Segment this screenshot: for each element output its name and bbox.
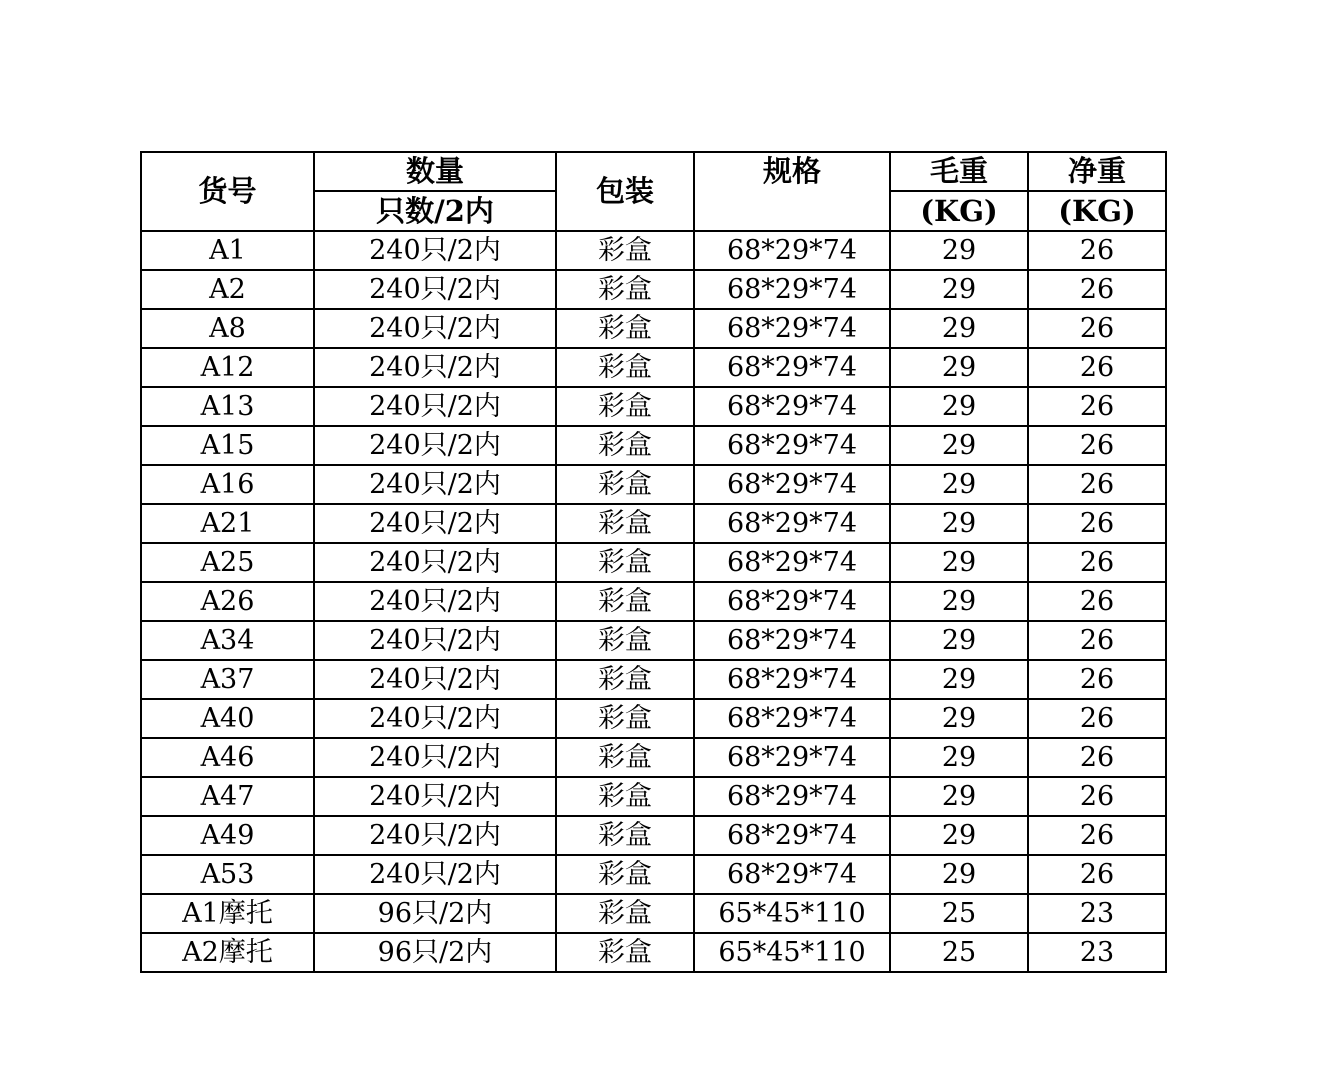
cell-quantity: 240只/2内: [314, 855, 556, 894]
cell-packing: 彩盒: [556, 231, 694, 270]
cell-net-weight: 26: [1028, 738, 1166, 777]
cell-quantity: 240只/2内: [314, 465, 556, 504]
cell-packing: 彩盒: [556, 621, 694, 660]
table-row: [141, 777, 1166, 816]
cell-spec: 68*29*74: [694, 582, 890, 621]
cell-spec: 68*29*74: [694, 816, 890, 855]
cell-gross-weight: 25: [890, 933, 1028, 972]
table-row: [141, 816, 1166, 855]
cell-packing: 彩盒: [556, 504, 694, 543]
table-row: [141, 660, 1166, 699]
table-row: [141, 465, 1166, 504]
cell-item-no: A46: [141, 738, 314, 777]
cell-gross-weight: 29: [890, 231, 1028, 270]
cell-spec: 68*29*74: [694, 855, 890, 894]
cell-item-no: A37: [141, 660, 314, 699]
header-gross-weight-unit: (KG): [890, 191, 1028, 231]
cell-quantity: 240只/2内: [314, 543, 556, 582]
cell-quantity: 240只/2内: [314, 231, 556, 270]
cell-spec: 65*45*110: [694, 894, 890, 933]
cell-item-no: A13: [141, 387, 314, 426]
packing-spec-table: [140, 151, 1167, 973]
cell-gross-weight: 29: [890, 270, 1028, 309]
table-row: [141, 387, 1166, 426]
cell-gross-weight: 29: [890, 738, 1028, 777]
header-quantity-sub: 只数/2内: [314, 191, 556, 231]
cell-spec: 68*29*74: [694, 777, 890, 816]
cell-packing: 彩盒: [556, 933, 694, 972]
cell-quantity: 96只/2内: [314, 894, 556, 933]
header-net-weight-unit: (KG): [1028, 191, 1166, 231]
cell-net-weight: 26: [1028, 543, 1166, 582]
cell-gross-weight: 29: [890, 660, 1028, 699]
cell-spec: 65*45*110: [694, 933, 890, 972]
table-row: [141, 699, 1166, 738]
table-row: [141, 543, 1166, 582]
cell-packing: 彩盒: [556, 543, 694, 582]
cell-net-weight: 26: [1028, 699, 1166, 738]
cell-spec: 68*29*74: [694, 426, 890, 465]
cell-spec: 68*29*74: [694, 699, 890, 738]
table-row: [141, 504, 1166, 543]
cell-packing: 彩盒: [556, 387, 694, 426]
table-row: [141, 933, 1166, 972]
cell-spec: 68*29*74: [694, 231, 890, 270]
cell-spec: 68*29*74: [694, 543, 890, 582]
table-row: [141, 621, 1166, 660]
cell-quantity: 96只/2内: [314, 933, 556, 972]
cell-packing: 彩盒: [556, 270, 694, 309]
cell-net-weight: 26: [1028, 270, 1166, 309]
cell-packing: 彩盒: [556, 816, 694, 855]
cell-gross-weight: 29: [890, 309, 1028, 348]
header-row-1: [141, 152, 1166, 191]
cell-packing: 彩盒: [556, 660, 694, 699]
cell-gross-weight: 29: [890, 543, 1028, 582]
cell-quantity: 240只/2内: [314, 348, 556, 387]
cell-gross-weight: 29: [890, 426, 1028, 465]
cell-gross-weight: 29: [890, 855, 1028, 894]
cell-net-weight: 26: [1028, 231, 1166, 270]
cell-quantity: 240只/2内: [314, 309, 556, 348]
table-row: [141, 894, 1166, 933]
cell-net-weight: 26: [1028, 582, 1166, 621]
cell-net-weight: 26: [1028, 855, 1166, 894]
table-row: [141, 270, 1166, 309]
cell-item-no: A34: [141, 621, 314, 660]
cell-packing: 彩盒: [556, 699, 694, 738]
cell-net-weight: 26: [1028, 777, 1166, 816]
cell-net-weight: 26: [1028, 816, 1166, 855]
cell-spec: 68*29*74: [694, 309, 890, 348]
cell-quantity: 240只/2内: [314, 738, 556, 777]
cell-item-no: A8: [141, 309, 314, 348]
cell-quantity: 240只/2内: [314, 660, 556, 699]
cell-gross-weight: 25: [890, 894, 1028, 933]
cell-net-weight: 26: [1028, 465, 1166, 504]
cell-spec: 68*29*74: [694, 270, 890, 309]
cell-item-no: A26: [141, 582, 314, 621]
header-item-no: 货号: [141, 152, 314, 231]
cell-quantity: 240只/2内: [314, 816, 556, 855]
cell-quantity: 240只/2内: [314, 270, 556, 309]
cell-item-no: A2: [141, 270, 314, 309]
cell-packing: 彩盒: [556, 855, 694, 894]
cell-packing: 彩盒: [556, 465, 694, 504]
table-row: [141, 855, 1166, 894]
cell-gross-weight: 29: [890, 348, 1028, 387]
cell-spec: 68*29*74: [694, 348, 890, 387]
cell-item-no: A2摩托: [141, 933, 314, 972]
cell-item-no: A1摩托: [141, 894, 314, 933]
cell-item-no: A15: [141, 426, 314, 465]
cell-gross-weight: 29: [890, 699, 1028, 738]
cell-packing: 彩盒: [556, 348, 694, 387]
cell-spec: 68*29*74: [694, 504, 890, 543]
cell-gross-weight: 29: [890, 816, 1028, 855]
cell-net-weight: 26: [1028, 387, 1166, 426]
cell-quantity: 240只/2内: [314, 582, 556, 621]
table-row: [141, 309, 1166, 348]
table-body: [141, 152, 1166, 972]
table-row: [141, 738, 1166, 777]
cell-net-weight: 23: [1028, 894, 1166, 933]
cell-gross-weight: 29: [890, 621, 1028, 660]
cell-quantity: 240只/2内: [314, 777, 556, 816]
cell-net-weight: 26: [1028, 348, 1166, 387]
cell-quantity: 240只/2内: [314, 387, 556, 426]
cell-item-no: A25: [141, 543, 314, 582]
cell-item-no: A40: [141, 699, 314, 738]
cell-net-weight: 26: [1028, 309, 1166, 348]
cell-spec: 68*29*74: [694, 465, 890, 504]
header-net-weight: 净重: [1028, 152, 1166, 191]
header-gross-weight: 毛重: [890, 152, 1028, 191]
cell-net-weight: 26: [1028, 660, 1166, 699]
cell-packing: 彩盒: [556, 894, 694, 933]
cell-net-weight: 26: [1028, 426, 1166, 465]
cell-spec: 68*29*74: [694, 621, 890, 660]
cell-gross-weight: 29: [890, 465, 1028, 504]
cell-item-no: A16: [141, 465, 314, 504]
cell-net-weight: 26: [1028, 504, 1166, 543]
cell-packing: 彩盒: [556, 777, 694, 816]
cell-item-no: A21: [141, 504, 314, 543]
cell-packing: 彩盒: [556, 582, 694, 621]
cell-item-no: A47: [141, 777, 314, 816]
cell-spec: 68*29*74: [694, 738, 890, 777]
cell-spec: 68*29*74: [694, 660, 890, 699]
header-spec: 规格: [694, 152, 890, 231]
cell-net-weight: 23: [1028, 933, 1166, 972]
cell-quantity: 240只/2内: [314, 504, 556, 543]
cell-gross-weight: 29: [890, 387, 1028, 426]
cell-item-no: A49: [141, 816, 314, 855]
cell-gross-weight: 29: [890, 504, 1028, 543]
table-row: [141, 582, 1166, 621]
cell-net-weight: 26: [1028, 621, 1166, 660]
cell-quantity: 240只/2内: [314, 699, 556, 738]
table-row: [141, 348, 1166, 387]
header-packing: 包装: [556, 152, 694, 231]
table-row: [141, 426, 1166, 465]
cell-item-no: A53: [141, 855, 314, 894]
cell-packing: 彩盒: [556, 738, 694, 777]
cell-quantity: 240只/2内: [314, 621, 556, 660]
cell-gross-weight: 29: [890, 582, 1028, 621]
cell-packing: 彩盒: [556, 309, 694, 348]
cell-item-no: A1: [141, 231, 314, 270]
cell-quantity: 240只/2内: [314, 426, 556, 465]
cell-gross-weight: 29: [890, 777, 1028, 816]
header-quantity: 数量: [314, 152, 556, 191]
table-row: [141, 231, 1166, 270]
cell-spec: 68*29*74: [694, 387, 890, 426]
cell-packing: 彩盒: [556, 426, 694, 465]
cell-item-no: A12: [141, 348, 314, 387]
